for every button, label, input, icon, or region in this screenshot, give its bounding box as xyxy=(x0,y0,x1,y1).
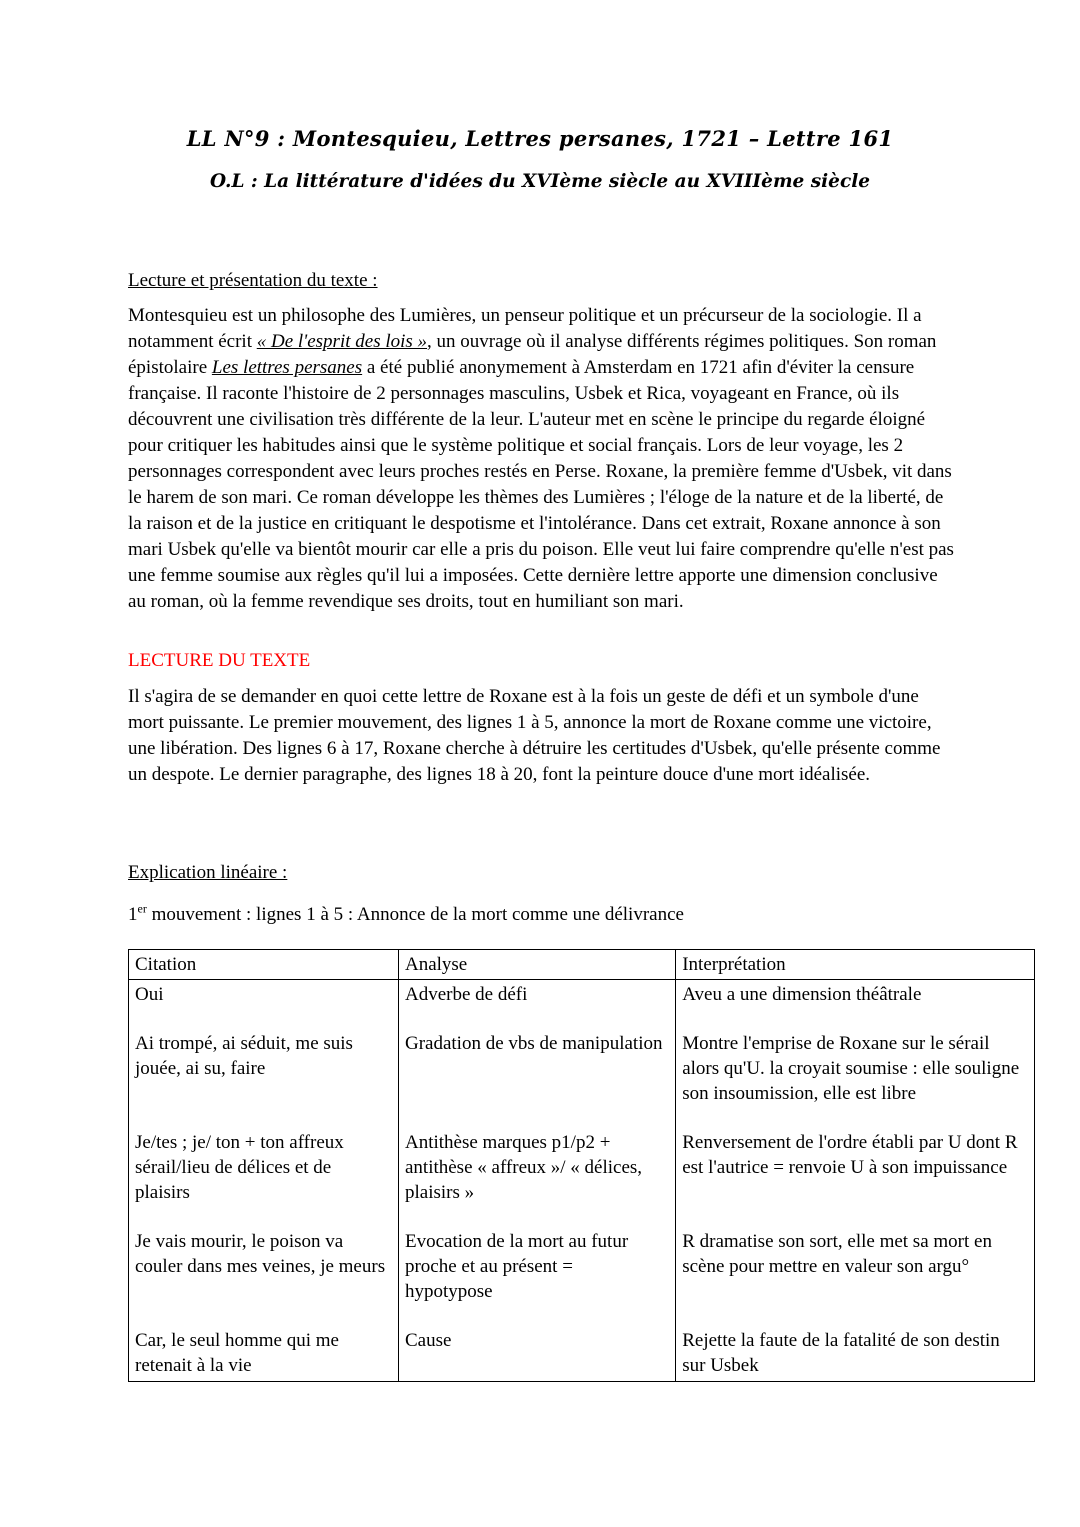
citation-cell: Ai trompé, ai séduit, me suis jouée, ai su, faire xyxy=(129,1029,399,1128)
table-row xyxy=(129,1128,1035,1227)
presentation-text-2: , un ouvrage où il analyse différents régimes politiques. Son roman épistolaire xyxy=(128,331,937,378)
table-row xyxy=(129,1326,1035,1382)
analyse-cell: Cause xyxy=(398,1326,675,1382)
presentation-paragraph xyxy=(128,303,954,615)
document-body xyxy=(128,268,1035,1382)
citation-cell: Oui xyxy=(129,980,399,1030)
analyse-cell: Adverbe de défi xyxy=(398,980,675,1030)
citation-cell: Je vais mourir, le poison va couler dans mes veines, je meurs xyxy=(129,1227,399,1326)
table-header-row xyxy=(129,950,1035,980)
interpretation-cell: Montre l'emprise de Roxane sur le sérail alors qu'U. la croyait soumise : elle souligne son insoumission, elle est libre xyxy=(676,1029,1035,1128)
document-subtitle: O.L : La littérature d'idées du XVIème siècle au XVIIIème siècle xyxy=(209,171,871,192)
analyse-cell: Evocation de la mort au futur proche et au présent = hypotypose xyxy=(398,1227,675,1326)
analyse-cell: Antithèse marques p1/p2 + antithèse « affreux »/ « délices, plaisirs » xyxy=(398,1128,675,1227)
movement-ordinal-suffix: er xyxy=(137,901,147,916)
work-title-lettres-persanes: Les lettres persanes xyxy=(211,357,363,378)
presentation-text-3: a été publié anonymement à Amsterdam en 1721 afin d'éviter la censure française. Il raconte l'histoire de 2 personnages masculins, Usbek et Rica, voyageant en France, où ils découvrent une civilisation très différente de la leur. L'auteur met en scène le principe du regarde éloigné pour critiquer les habitudes ainsi que le système politique et social français. Lors de leur voyage, les 2 personnages correspondent avec leurs proches restés en Perse. Roxane, la première femme d'Usbek, vit dans le harem de son mari. Ce roman développe les thèmes des Lumières ; l'éloge de la nature et de la liberté, de la raison et de la justice en critiquant le despotisme et l'intolérance. Dans cet extrait, Roxane annonce à son mari Usbek qu'elle va bientôt mourir car elle a pris du poison. Elle veut lui faire comprendre qu'elle n'est pas une femme soumise aux règles qu'il lui a imposées. Cette dernière lettre apporte une dimension conclusive au roman, où la femme revendique ses droits, tout en humiliant son mari. xyxy=(128,357,954,612)
section-heading-explication: Explication linéaire : xyxy=(128,862,288,883)
interpretation-cell: Renversement de l'ordre établi par U dont R est l'autrice = renvoie U à son impuissance xyxy=(676,1128,1035,1227)
movement-text: mouvement : lignes 1 à 5 : Annonce de la mort comme une délivrance xyxy=(146,904,684,925)
interpretation-cell: R dramatise son sort, elle met sa mort en scène pour mettre en valeur son argu° xyxy=(676,1227,1035,1326)
column-header-interpretation: Interprétation xyxy=(676,950,1035,980)
column-header-citation: Citation xyxy=(129,950,399,980)
document-title: LL N°9 : Montesquieu, Lettres persanes, 1721 – Lettre 161 xyxy=(186,126,894,151)
column-header-analyse: Analyse xyxy=(398,950,675,980)
presentation-text-1: Montesquieu est un philosophe des Lumières, un penseur politique et un précurseur de la sociologie. Il a notamment écrit xyxy=(128,305,922,352)
movement-number: 1 xyxy=(128,904,138,925)
work-title-esprit-des-lois: « De l'esprit des lois » xyxy=(256,331,428,352)
interpretation-cell: Aveu a une dimension théâtrale xyxy=(676,980,1035,1030)
table-row xyxy=(129,980,1035,1030)
interpretation-cell: Rejette la faute de la fatalité de son destin sur Usbek xyxy=(676,1326,1035,1382)
problematique-paragraph: Il s'agira de se demander en quoi cette lettre de Roxane est à la fois un geste de défi et un symbole d'une mort puissante. Le premier mouvement, des lignes 1 à 5, annonce la mort de Roxane comme une victoire, une libération. Des lignes 6 à 17, Roxane cherche à détruire les certitudes d'Usbek, qu'elle présente comme un despote. Le dernier paragraphe, des lignes 18 à 20, font la peinture douce d'une mort idéalisée. xyxy=(128,686,941,785)
table-row xyxy=(129,1029,1035,1128)
section-heading-lecture-du-texte: LECTURE DU TEXTE xyxy=(128,650,311,671)
section-heading-presentation: Lecture et présentation du texte : xyxy=(128,270,378,291)
document-header xyxy=(0,0,1080,192)
citation-cell: Car, le seul homme qui me retenait à la vie xyxy=(129,1326,399,1382)
table-row xyxy=(129,1227,1035,1326)
movement-heading xyxy=(128,902,1035,928)
analysis-table xyxy=(128,949,1035,1382)
citation-cell: Je/tes ; je/ ton + ton affreux sérail/lieu de délices et de plaisirs xyxy=(129,1128,399,1227)
analyse-cell: Gradation de vbs de manipulation xyxy=(398,1029,675,1128)
